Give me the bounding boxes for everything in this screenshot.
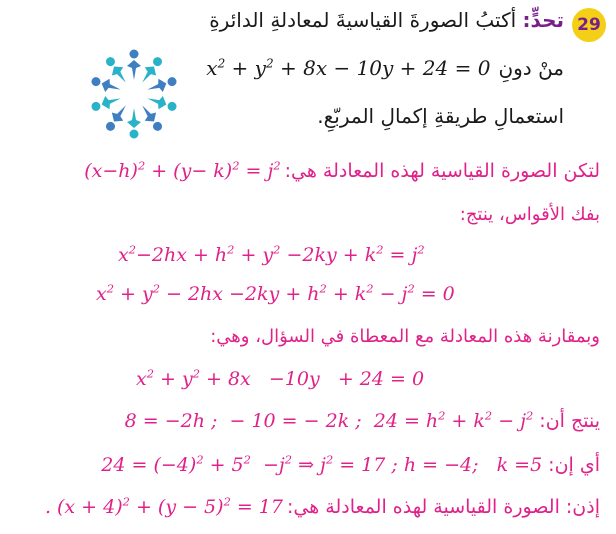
solution-equation-4: $x^2 + y^2 - 2hx -2ky + h^2 + k^2 - j^2 = 0$ (96, 281, 455, 305)
solution-text-8: أي إن: (548, 454, 600, 476)
problem-text-2: منْ دونِ (498, 56, 564, 80)
ornament-figure (145, 92, 178, 115)
solution-equation-8: $24 = (-4)^2 + 5^2 -j^2$ ⇒ $j^2 = 17$ ; h = −4; k =5 (101, 452, 543, 476)
problem-text-1: أكتبُ الصورةَ القياسيةَ لمعادلةِ الدائرةِ (209, 8, 517, 32)
problem-line-1 (209, 8, 564, 32)
ornament-figure (90, 74, 123, 97)
solution-equation-9: . $(x + 4)^2 + (y - 5)^2 = 17$ (44, 494, 283, 518)
solution-line-7 (125, 410, 600, 432)
solution-equation-6: $x^2 + y^2 + 8x -10y + 24 = 0$ (136, 366, 425, 390)
problem-number-badge (572, 8, 606, 42)
problem-equation: $x^2 + y^2 + 8x - 10y + 24 = 0$ (206, 56, 491, 80)
problem-line-3: استعمالِ طريقةِ إكمالِ المربّعِ. (317, 104, 564, 128)
solution-equation-3: $x^2-2hx + h^2 + y^2 -2ky + k^2 = j^2$ (118, 242, 425, 266)
ornament-figure (145, 74, 178, 97)
solution-line-8 (101, 454, 600, 476)
challenge-word: تحدٍّ: (522, 8, 564, 32)
solution-text-7: ينتج أن: (539, 410, 600, 432)
solution-equation-1: $(x-h)^2 + (y- k)^2 = j^2$ (84, 158, 281, 182)
solution-text-1: لتكن الصورة القياسية لهذه المعادلة هي: (284, 160, 600, 182)
solution-equation-7: 8 = −2h ; − 10 = − 2k ; $24 = h^2 + k^2 - j^2$ (124, 408, 534, 432)
solution-line-9 (45, 496, 600, 518)
problem-number: 29 (577, 15, 601, 35)
ornament-figure (127, 50, 141, 81)
ornament-figure (90, 92, 123, 115)
solution-line-2: بفك الأقواس، ينتج: (459, 204, 600, 225)
problem-line-2 (206, 56, 564, 80)
solution-text-9: إذن: الصورة القياسية لهذه المعادلة هي: (287, 496, 600, 518)
people-ring-ornament-icon (84, 44, 184, 144)
solution-line-1 (84, 160, 600, 182)
ornament-figure (127, 108, 141, 139)
solution-line-5: وبمقارنة هذه المعادلة مع المعطاة في السؤال، وهي: (210, 326, 600, 347)
